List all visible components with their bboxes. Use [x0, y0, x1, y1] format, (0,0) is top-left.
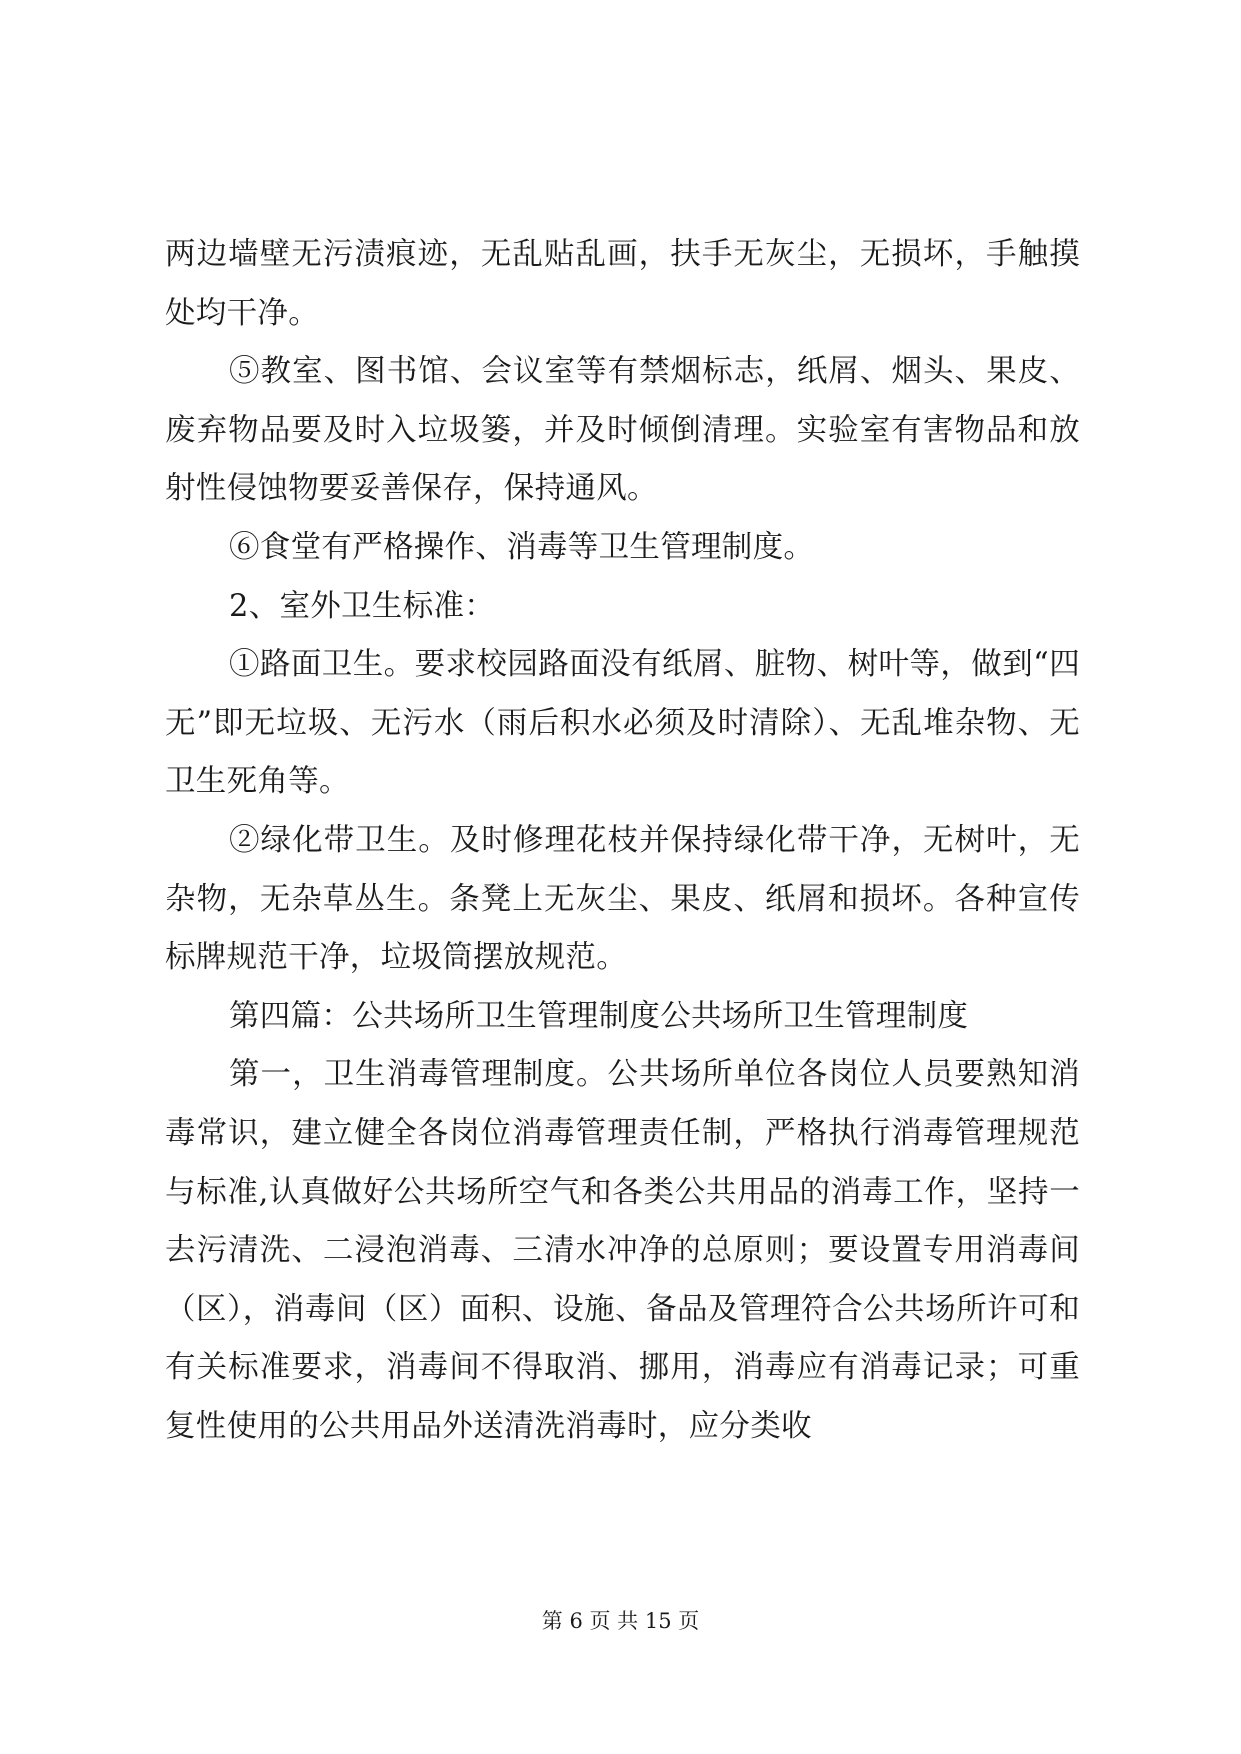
paragraph: 2、室外卫生标准：: [229, 588, 496, 624]
document-body: [165, 226, 1080, 1456]
paragraph: 第一，卫生消毒管理制度。公共场所单位各岗位人员要熟知消毒常识，建立健全各岗位消毒管理责任制，严格执行消毒管理规范与标准,认真做好公共场所空气和各类公共用品的消毒工作，坚持一去污清洗、二浸泡消毒、三清水冲净的总原则；要设置专用消毒间（区），消毒间（区）面积、设施、备品及管理符合公共场所许可和有关标准要求，消毒间不得取消、挪用，消毒应有消毒记录；可重复性使用的公共用品外送清洗消毒时，应分类收: [165, 1057, 1080, 1444]
section-heading: 第四篇：公共场所卫生管理制度公共场所卫生管理制度: [229, 998, 969, 1034]
paragraph: ②绿化带卫生。及时修理花枝并保持绿化带干净，无树叶，无杂物，无杂草丛生。条凳上无灰尘、果皮、纸屑和损坏。各种宣传标牌规范干净，垃圾筒摆放规范。: [165, 822, 1080, 976]
paragraph: ⑥食堂有严格操作、消毒等卫生管理制度。: [229, 529, 815, 565]
paragraph: ①路面卫生。要求校园路面没有纸屑、脏物、树叶等，做到“四无”即无垃圾、无污水（雨后积水必须及时清除）、无乱堆杂物、无卫生死角等。: [165, 647, 1080, 800]
paragraph: 两边墙壁无污渍痕迹，无乱贴乱画，扶手无灰尘，无损坏，手触摸处均干净。: [165, 237, 1080, 331]
paragraph: ⑤教室、图书馆、会议室等有禁烟标志，纸屑、烟头、果皮、废弃物品要及时入垃圾篓，并及时倾倒清理。实验室有害物品和放射性侵蚀物要妥善保存，保持通风。: [165, 354, 1080, 507]
page-number-footer: 第 6 页 共 15 页: [541, 1609, 700, 1633]
